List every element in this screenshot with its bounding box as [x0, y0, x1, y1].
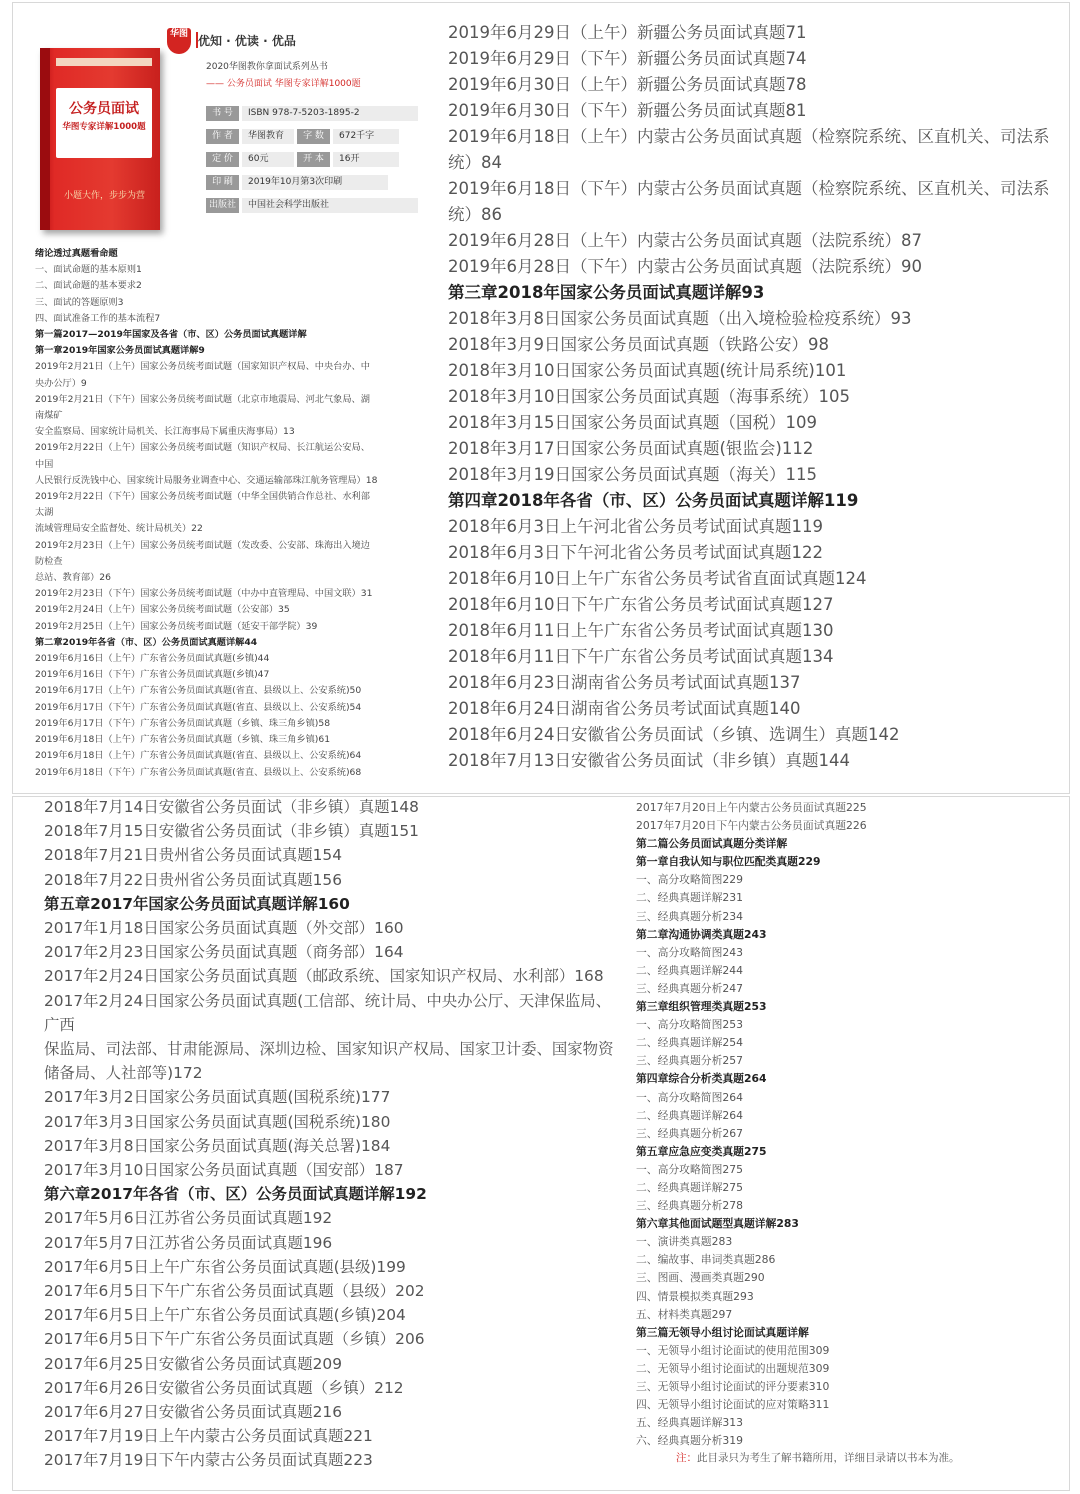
info-value: 672千字 [333, 129, 399, 144]
book-cover [40, 48, 160, 230]
toc-entry: 2019年6月18日（上午）广东省公务员面试真题(省直、县级以上、公安系统)64 [35, 750, 362, 762]
toc-entry: 中国 [35, 458, 54, 470]
toc-entry: 2018年7月21日贵州省公务员面试真题154 [44, 846, 342, 865]
toc-heading: 第六章2017年各省（市、区）公务员面试真题详解192 [44, 1185, 427, 1204]
toc-entry: 一、高分攻略简图229 [636, 873, 743, 887]
toc-entry: 三、面试的答题原则3 [35, 296, 124, 308]
toc-heading: 第六章其他面试题型真题详解283 [636, 1217, 799, 1231]
toc-list-part-two-three [636, 799, 1068, 1450]
toc-entry: 六、经典真题分析319 [636, 1434, 743, 1448]
toc-entry: 广西 [44, 1015, 75, 1034]
toc-entry: 2017年2月24日国家公务员面试真题(工信部、统计局、中央办公厅、天津保监局、 [44, 991, 612, 1010]
toc-entry: 南煤矿 [35, 410, 63, 422]
toc-entry: 总站、教育部）26 [35, 572, 112, 584]
toc-panel-bottom-left [30, 795, 620, 1490]
toc-entry: 一、面试命题的基本原则1 [35, 264, 142, 276]
toc-entry: 2018年7月13日安徽省公务员面试（非乡镇）真题144 [448, 751, 850, 770]
toc-entry: 2019年6月28日（下午）内蒙古公务员面试真题（法院系统）90 [448, 257, 922, 276]
toc-entry: 三、无领导小组讨论面试的评分要素310 [636, 1380, 830, 1393]
series-line-2: —— 公务员面试 华图专家详解1000题 [206, 79, 361, 89]
toc-entry: 2017年1月18日国家公务员面试真题（外交部）160 [44, 919, 404, 938]
toc-entry: 2018年6月10日下午广东省公务员考试面试真题127 [448, 595, 834, 614]
toc-entry: 2019年6月18日（下午）内蒙古公务员面试真题（检察院系统、区直机关、司法系 [448, 179, 1050, 198]
info-key: 作 者 [206, 129, 239, 144]
toc-list-chapters-5-6 [44, 795, 620, 1473]
toc-entry: 2018年3月9日国家公务员面试真题（铁路公安）98 [448, 335, 829, 354]
toc-entry: 2019年2月25日（上午）国家公务员统考面试题（延安干部学院）39 [35, 620, 318, 632]
toc-heading: 第三章组织管理类真题253 [636, 1000, 767, 1014]
toc-entry: 一、高分攻略简图253 [636, 1018, 743, 1032]
toc-entry: 二、经典真题详解254 [636, 1036, 743, 1050]
book-cover-strip [56, 58, 152, 66]
toc-entry: 2018年7月14日安徽省公务员面试（非乡镇）真题148 [44, 798, 419, 816]
info-value: 华图教育 [242, 129, 294, 144]
toc-entry: 四、无领导小组讨论面试的应对策略311 [636, 1398, 830, 1412]
toc-entry: 2019年2月22日（上午）国家公务员统考面试题（知识产权局、长江航运公安局、 [35, 442, 370, 454]
toc-heading: 第四章2018年各省（市、区）公务员面试真题详解119 [448, 491, 859, 510]
toc-entry: 2019年6月18日（下午）广东省公务员面试真题(省直、县级以上、公安系统)68 [35, 766, 362, 778]
toc-list-first-part [35, 246, 430, 781]
toc-entry: 2017年6月25日安徽省公务员面试真题209 [44, 1354, 342, 1373]
toc-heading: 第四章综合分析类真题264 [636, 1072, 767, 1086]
toc-entry: 2018年6月10日上午广东省公务员考试省直面试真题124 [448, 569, 867, 588]
toc-entry: 2018年7月22日贵州省公务员面试真题156 [44, 870, 342, 889]
toc-entry: 二、面试命题的基本要求2 [35, 280, 142, 292]
toc-entry: 2017年3月2日国家公务员面试真题(国税系统)177 [44, 1088, 391, 1107]
toc-entry: 2018年3月19日国家公务员面试真题（海关）115 [448, 465, 817, 484]
toc-heading: 绪论透过真题看命题 [35, 248, 118, 259]
toc-entry: 三、经典真题分析267 [636, 1126, 743, 1140]
toc-entry: 2018年6月24日安徽省公务员面试（乡镇、选调生）真题142 [448, 725, 900, 744]
toc-entry: 2019年6月16日（下午）广东省公务员面试真题(乡镇)47 [35, 669, 270, 681]
book-cover-subtitle: 华图专家详解1000题 [62, 122, 146, 132]
toc-entry: 一、无领导小组讨论面试的使用范围309 [636, 1343, 830, 1357]
toc-entry: 2019年6月30日（下午）新疆公务员面试真题81 [448, 101, 807, 120]
toc-entry: 2018年3月8日国家公务员面试真题（出入境检验检疫系统）93 [448, 309, 912, 328]
note-label: 注： [676, 1452, 697, 1464]
toc-entry: 二、经典真题详解244 [636, 963, 743, 977]
tagline: 优知 · 优读 · 优品 [198, 34, 296, 48]
publisher-logo: 华图 [167, 28, 191, 54]
info-value: 中国社会科学出版社 [242, 198, 418, 213]
toc-entry: 2018年6月11日下午广东省公务员考试面试真题134 [448, 647, 834, 666]
toc-list-chapters-3-4 [448, 20, 1073, 774]
book-cover-title-box [56, 88, 152, 158]
toc-heading: 第二篇公务员面试真题分类详解 [636, 837, 788, 851]
toc-entry: 2019年6月16日（上午）广东省公务员面试真题(乡镇)44 [35, 653, 270, 665]
info-key: 定 价 [206, 152, 239, 167]
toc-entry: 2019年2月22日（下午）国家公务员统考面试题（中华全国供销合作总社、水利部 [35, 491, 370, 503]
toc-entry: 2018年3月17日国家公务员面试真题(银监会)112 [448, 439, 814, 458]
toc-entry: 2018年6月3日下午河北省公务员考试面试真题122 [448, 543, 823, 562]
toc-entry: 2017年6月5日下午广东省公务员面试真题（乡镇）206 [44, 1330, 425, 1349]
toc-entry: 二、经典真题详解275 [636, 1180, 743, 1194]
toc-entry: 2018年6月3日上午河北省公务员考试面试真题119 [448, 517, 823, 536]
toc-entry: 四、面试准备工作的基本流程7 [35, 312, 161, 324]
toc-heading: 第五章2017年国家公务员面试真题详解160 [44, 894, 350, 913]
toc-panel-bottom-right [628, 795, 1068, 1490]
toc-entry: 2017年3月8日国家公务员面试真题(海关总署)184 [44, 1136, 391, 1155]
toc-entry: 2018年6月23日湖南省公务员考试面试真题137 [448, 673, 801, 692]
disclaimer-note [676, 1450, 960, 1465]
toc-entry: 五、经典真题详解313 [636, 1416, 743, 1430]
toc-entry: 四、情景模拟类真题293 [636, 1289, 754, 1303]
info-key: 出版社 [206, 198, 239, 213]
series-line-1: 2020华图教你拿面试系列丛书 [206, 62, 328, 72]
toc-entry: 保监局、司法部、甘肃能源局、深圳边检、国家知识产权局、国家卫计委、国家物资 [44, 1040, 614, 1059]
toc-entry: 2017年5月6日江苏省公务员面试真题192 [44, 1209, 333, 1228]
toc-entry: 2017年7月20日下午内蒙古公务员面试真题226 [636, 819, 867, 833]
toc-entry: 一、高分攻略简图275 [636, 1162, 743, 1176]
toc-heading: 第一章自我认知与职位匹配类真题229 [636, 855, 821, 869]
toc-entry: 2018年3月10日国家公务员面试真题（海事系统）105 [448, 387, 850, 406]
toc-entry: 安全监察局、国家统计局机关、长江海事局下属重庆海事局）13 [35, 426, 295, 438]
toc-entry: 2019年6月17日（上午）广东省公务员面试真题(省直、县级以上、公安系统)50 [35, 685, 362, 697]
toc-entry: 2017年7月19日下午内蒙古公务员面试真题223 [44, 1451, 373, 1470]
book-spine [40, 48, 50, 230]
toc-entry: 2017年6月5日上午广东省公务员面试真题(县级)199 [44, 1257, 406, 1276]
toc-entry: 一、高分攻略简图264 [636, 1090, 743, 1104]
toc-entry: 二、经典真题详解264 [636, 1108, 743, 1122]
toc-entry: 2019年6月17日（下午）广东省公务员面试真题(省直、县级以上、公安系统)54 [35, 701, 362, 713]
toc-entry: 三、图画、漫画类真题290 [636, 1271, 765, 1285]
toc-entry: 2017年6月27日安徽省公务员面试真题216 [44, 1403, 342, 1422]
toc-heading: 第二章沟通协调类真题243 [636, 927, 767, 941]
note-text: 此目录只为考生了解书籍所用，详细目录请以书本为准。 [697, 1452, 960, 1464]
toc-entry: 储备局、人社部等)172 [44, 1064, 203, 1083]
toc-entry: 2017年6月26日安徽省公务员面试真题（乡镇）212 [44, 1378, 404, 1397]
toc-entry: 二、编故事、串词类真题286 [636, 1253, 776, 1267]
toc-entry: 2017年3月3日国家公务员面试真题(国税系统)180 [44, 1112, 391, 1131]
toc-entry: 2019年6月18日（上午）广东省公务员面试真题（乡镇、珠三角乡镇)61 [35, 734, 331, 746]
toc-heading: 第三章2018年国家公务员面试真题详解93 [448, 283, 765, 302]
info-value: ISBN 978-7-5203-1895-2 [242, 106, 418, 121]
toc-entry: 2017年2月24日国家公务员面试真题（邮政系统、国家知识产权局、水利部）168 [44, 967, 604, 986]
info-value: 2019年10月第3次印刷 [242, 175, 388, 190]
toc-entry: 2019年6月28日（上午）内蒙古公务员面试真题（法院系统）87 [448, 231, 922, 250]
toc-entry: 2019年2月23日（下午）国家公务员统考面试题（中办中直管理局、中国文联）31 [35, 588, 373, 600]
toc-heading: 第三篇无领导小组讨论面试真题详解 [636, 1325, 809, 1339]
toc-entry: 2018年6月24日湖南省公务员考试面试真题140 [448, 699, 801, 718]
toc-entry: 2019年2月23日（上午）国家公务员统考面试题（发改委、公安部、珠海出入境边 [35, 539, 370, 551]
toc-entry: 2019年2月21日（上午）国家公务员统考面试题（国家知识产权局、中央台办、中 [35, 361, 370, 373]
toc-entry: 2018年3月15日国家公务员面试真题（国税）109 [448, 413, 817, 432]
toc-entry: 统）84 [448, 153, 502, 172]
book-card-panel [30, 8, 430, 788]
toc-entry: 2019年6月18日（上午）内蒙古公务员面试真题（检察院系统、区直机关、司法系 [448, 127, 1050, 146]
toc-entry: 2019年2月21日（下午）国家公务员统考面试题（北京市地震局、河北气象局、湖 [35, 393, 370, 405]
toc-entry: 2017年2月23日国家公务员面试真题（商务部）164 [44, 943, 404, 962]
info-key: 字 数 [297, 129, 330, 144]
toc-entry: 央办公厅）9 [35, 377, 87, 389]
toc-entry: 流域管理局安全监督处、统计局机关）22 [35, 523, 203, 535]
toc-entry: 三、经典真题分析278 [636, 1199, 743, 1213]
toc-entry: 2017年7月19日上午内蒙古公务员面试真题221 [44, 1427, 373, 1446]
toc-entry: 防检查 [35, 555, 63, 567]
toc-entry: 2019年6月29日（下午）新疆公务员面试真题74 [448, 49, 807, 68]
toc-entry: 2017年5月7日江苏省公务员面试真题196 [44, 1233, 333, 1252]
toc-entry: 统）86 [448, 205, 502, 224]
toc-entry: 2019年6月29日（上午）新疆公务员面试真题71 [448, 23, 807, 42]
toc-entry: 2017年6月5日下午广东省公务员面试真题（县级）202 [44, 1282, 425, 1301]
info-key: 书 号 [206, 106, 239, 121]
toc-panel-top-right [433, 8, 1073, 788]
toc-heading: 第一章2019年国家公务员面试真题详解9 [35, 345, 205, 357]
info-key: 开 本 [297, 152, 330, 167]
toc-heading: 第二章2019年各省（市、区）公务员面试真题详解44 [35, 636, 258, 648]
book-cover-title: 公务员面试 [69, 101, 139, 117]
info-value: 60元 [242, 152, 294, 167]
toc-entry: 二、无领导小组讨论面试的出题规范309 [636, 1361, 830, 1375]
toc-entry: 人民银行反洗钱中心、国家统计局服务业调查中心、交通运输部珠江航务管理局）18 [35, 474, 378, 486]
toc-heading: 第五章应急应变类真题275 [636, 1144, 767, 1158]
toc-entry: 2017年3月10日国家公务员面试真题（国安部）187 [44, 1161, 404, 1180]
toc-entry: 三、经典真题分析234 [636, 909, 743, 923]
toc-entry: 2018年3月10日国家公务员面试真题(统计局系统)101 [448, 361, 847, 380]
toc-entry: 2017年6月5日上午广东省公务员面试真题(乡镇)204 [44, 1306, 406, 1325]
toc-entry: 三、经典真题分析257 [636, 1054, 743, 1068]
toc-entry: 三、经典真题分析247 [636, 981, 743, 995]
toc-entry: 一、高分攻略简图243 [636, 945, 743, 959]
info-value: 16开 [333, 152, 399, 167]
toc-entry: 2018年7月15日安徽省公务员面试（非乡镇）真题151 [44, 822, 419, 841]
toc-heading: 第一篇2017—2019年国家及各省（市、区）公务员面试真题详解 [35, 329, 307, 341]
toc-entry: 2019年6月30日（上午）新疆公务员面试真题78 [448, 75, 807, 94]
toc-entry: 一、演讲类真题283 [636, 1235, 733, 1249]
toc-entry: 2018年6月11日上午广东省公务员考试面试真题130 [448, 621, 834, 640]
book-cover-slogan: 小题大作，步步为营 [64, 191, 146, 201]
toc-entry: 二、经典真题详解231 [636, 891, 743, 905]
toc-entry: 五、材料类真题297 [636, 1307, 733, 1321]
toc-entry: 2017年7月20日上午内蒙古公务员面试真题225 [636, 801, 867, 814]
info-key: 印 刷 [206, 175, 239, 190]
toc-entry: 太湖 [35, 507, 54, 519]
toc-entry: 2019年6月17日（下午）广东省公务员面试真题（乡镇、珠三角乡镇)58 [35, 717, 331, 729]
toc-entry: 2019年2月24日（上午）国家公务员统考面试题（公安部）35 [35, 604, 290, 616]
